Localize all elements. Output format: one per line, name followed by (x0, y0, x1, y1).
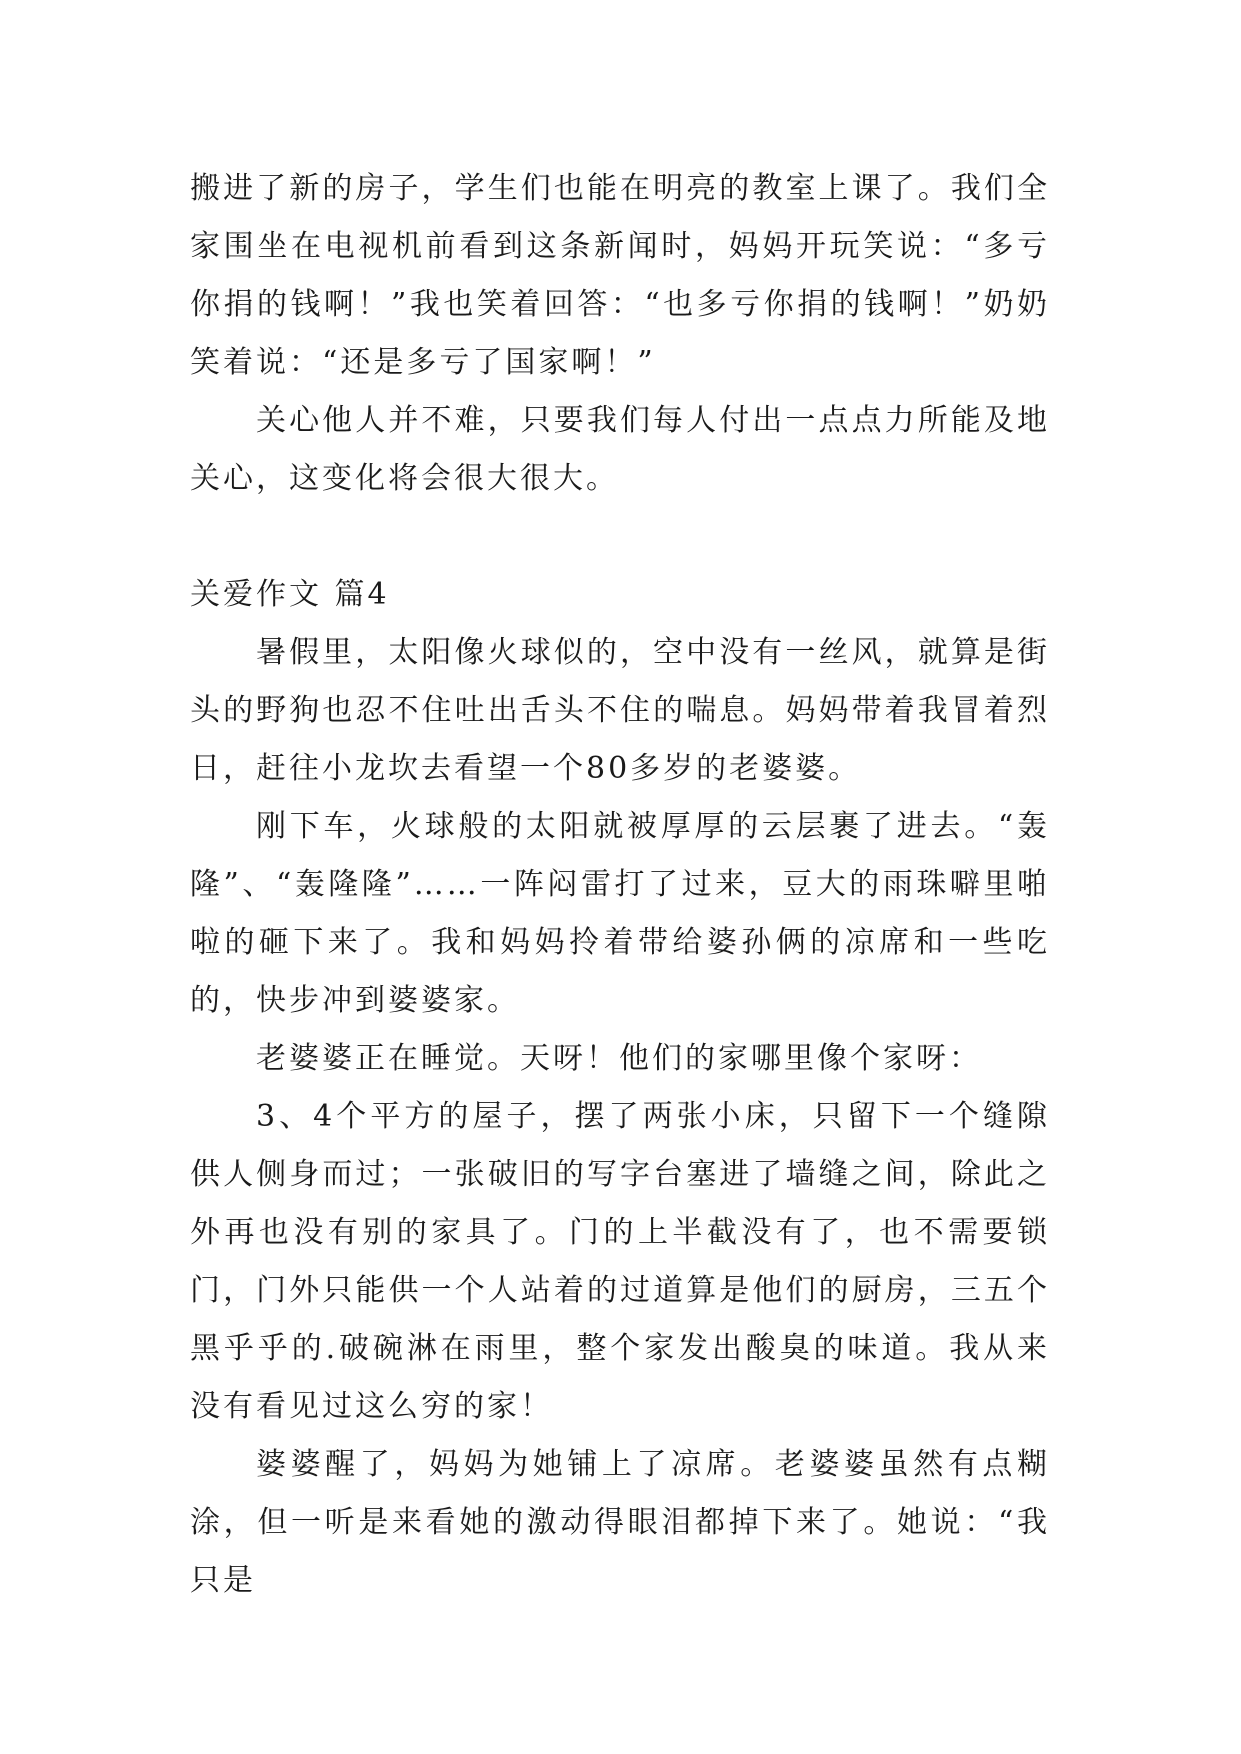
section-heading: 关爱作文 篇4 (190, 577, 390, 612)
paragraph-1: 搬进了新的房子，学生们也能在明亮的教室上课了。我们全家围坐在电视机前看到这条新闻时，妈妈开玩笑说：“多亏你捐的钱啊！”我也笑着回答：“也多亏你捐的钱啊！”奶奶笑着说：“还是多亏了国家啊！” (190, 171, 1050, 380)
paragraph-3: 暑假里，太阳像火球似的，空中没有一丝风，就算是街头的野狗也忍不住吐出舌头不住的喘息。妈妈带着我冒着烈日，赶往小龙坎去看望一个80多岁的老婆婆。 (190, 635, 1050, 786)
section-spacer (190, 508, 1050, 566)
paragraph-7: 婆婆醒了，妈妈为她铺上了凉席。老婆婆虽然有点糊涂，但一听是来看她的激动得眼泪都掉下来了。她说：“我只是 (190, 1447, 1050, 1598)
paragraph-4: 刚下车，火球般的太阳就被厚厚的云层裹了进去。“轰隆”、“轰隆隆”……一阵闷雷打了过来，豆大的雨珠噼里啪啦的砸下来了。我和妈妈拎着带给婆孙俩的凉席和一些吃的，快步冲到婆婆家。 (190, 809, 1050, 1018)
paragraph-2: 关心他人并不难，只要我们每人付出一点点力所能及地关心，这变化将会很大很大。 (190, 403, 1050, 496)
paragraph-6: 3、4个平方的屋子，摆了两张小床，只留下一个缝隙供人侧身而过；一张破旧的写字台塞进了墙缝之间，除此之外再也没有别的家具了。门的上半截没有了，也不需要锁门，门外只能供一个人站着的过道算是他们的厨房，三五个黑乎乎的.破碗淋在雨里，整个家发出酸臭的味道。我从来没有看见过这么穷的家！ (190, 1099, 1050, 1424)
paragraph-5: 老婆婆正在睡觉。天呀！他们的家哪里像个家呀： (256, 1041, 982, 1076)
document-page (190, 160, 1050, 1610)
